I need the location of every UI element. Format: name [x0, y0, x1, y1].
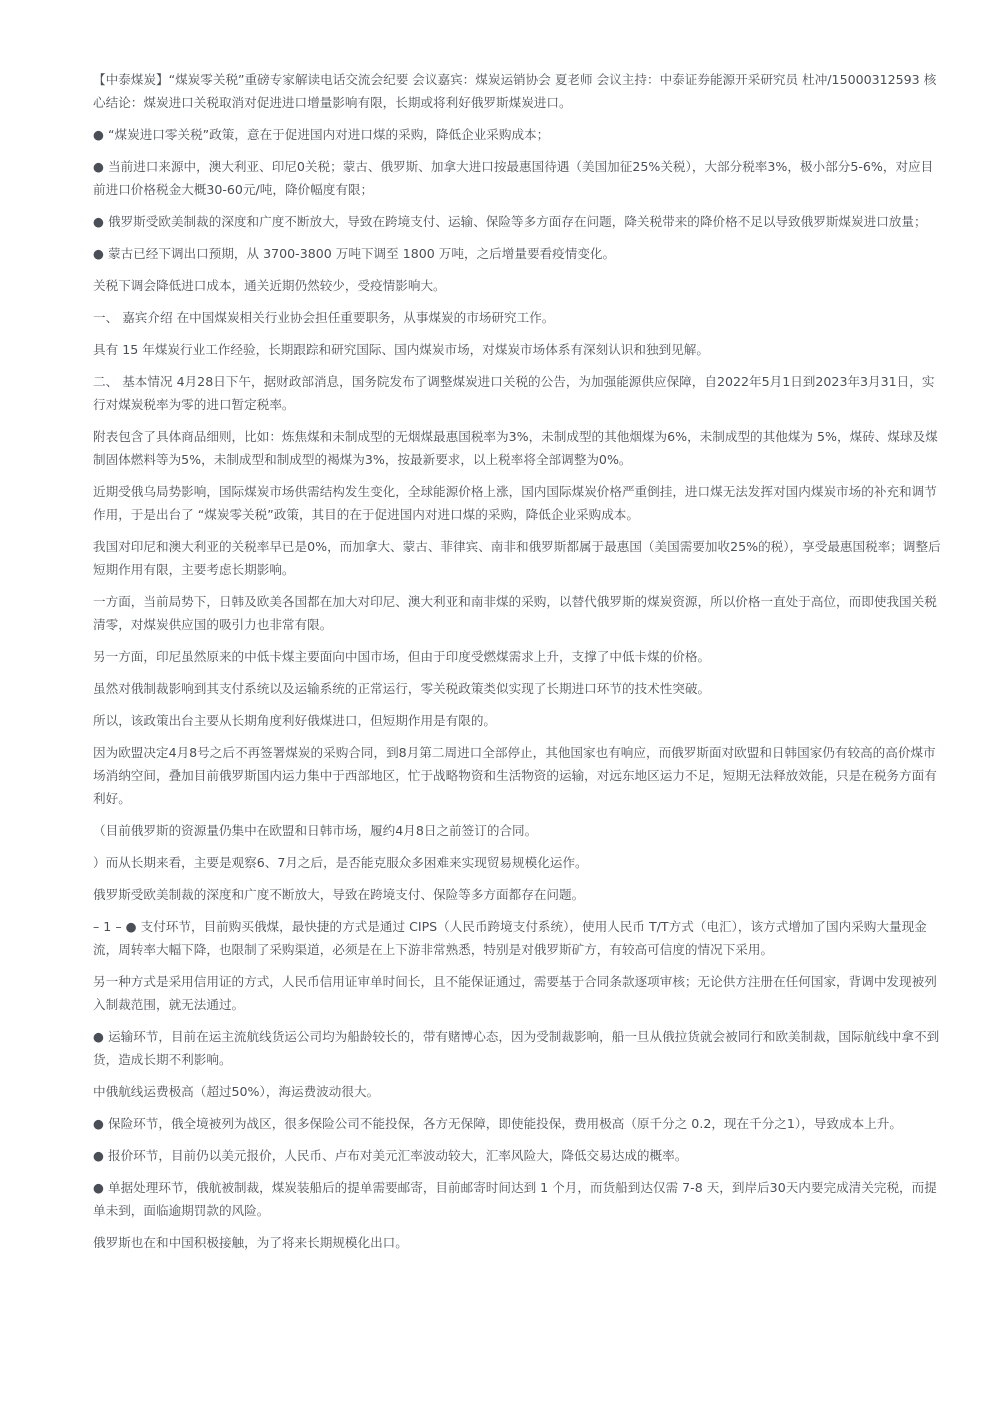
bullet-insurance: ● 保险环节，俄全境被列为战区，很多保险公司不能投保，各方无保障，即使能投保，费用极高（原千分之 0.2，现在千分之1），导致成本上升。: [93, 1116, 902, 1131]
paragraph: 虽然对俄制裁影响到其支付系统以及运输系统的正常运行，零关税政策类似实现了长期进口环节的技术性突破。: [93, 681, 711, 696]
bullet-russia-sanctions: ● 俄罗斯受欧美制裁的深度和广度不断放大，导致在跨境支付、运输、保险等多方面存在问题，降关税带来的降价格不足以导致俄罗斯煤炭进口放量；: [93, 214, 927, 229]
paragraph: 俄罗斯受欧美制裁的深度和广度不断放大，导致在跨境支付、保险等多方面都存在问题。: [93, 887, 585, 902]
paragraph: 近期受俄乌局势影响，国际煤炭市场供需结构发生变化，全球能源价格上涨，国内国际煤炭价格严重倒挂，进口煤无法发挥对国内煤炭市场的补充和调节作用，于是出台了 “煤炭零关税”政策，其目的在于促进国内对进口煤的采购，降低企业采购成本。: [93, 484, 937, 522]
paragraph: 附表包含了具体商品细则，比如：炼焦煤和未制成型的无烟煤最惠国税率为3%，未制成型的其他烟煤为6%，未制成型的其他煤为 5%，煤砖、煤球及煤制固体燃料等为5%，未制成型和制成型的褐煤为3%，按最新要求，以上税率将全部调整为0%。: [93, 429, 938, 467]
paragraph: 我国对印尼和澳大利亚的关税率早已是0%，而加拿大、蒙古、菲律宾、南非和俄罗斯都属于最惠国（美国需要加收25%的税），享受最惠国税率；调整后短期作用有限，主要考虑长期影响。: [93, 539, 941, 577]
paragraph: 所以，该政策出台主要从长期角度利好俄煤进口，但短期作用是有限的。: [93, 713, 496, 728]
paragraph: 具有 15 年煤炭行业工作经验，长期跟踪和研究国际、国内煤炭市场，对煤炭市场体系有深刻认识和独到见解。: [93, 342, 709, 357]
paragraph: ）而从长期来看，主要是观察6、7月之后，是否能克服众多困难来实现贸易规模化运作。: [93, 855, 588, 870]
bullet-mongolia: ● 蒙古已经下调出口预期，从 3700-3800 万吨下调至 1800 万吨，之后增量要看疫情变化。: [93, 246, 616, 261]
bullet-transport: ● 运输环节，目前在运主流航线货运公司均为船龄较长的，带有赌博心态，因为受制裁影响，船一旦从俄拉货就会被同行和欧美制裁，国际航线中拿不到货，造成长期不利影响。: [93, 1029, 940, 1067]
paragraph: 另一种方式是采用信用证的方式，人民币信用证审单时间长，且不能保证通过，需要基于合同条款逐项审核；无论供方注册在任何国家，背调中发现被列入制裁范围，就无法通过。: [93, 974, 937, 1012]
bullet-payment: – 1 – ● 支付环节，目前购买俄煤，最快捷的方式是通过 CIPS（人民币跨境支付系统），使用人民币 T/T方式（电汇），该方式增加了国内采购大量现金流，周转率大幅下降，也限制了采购渠道，必须是在上下游非常熟悉，特别是对俄罗斯矿方，有较高可信度的情况下采用。: [93, 919, 927, 957]
paragraph: 关税下调会降低进口成本，通关近期仍然较少，受疫情影响大。: [93, 278, 446, 293]
bullet-import-sources: ● 当前进口来源中，澳大利亚、印尼0关税；蒙古、俄罗斯、加拿大进口按最惠国待遇（美国加征25%关税），大部分税率3%，极小部分5-6%，对应目前进口价格税金大概30-60元/吨，降价幅度有限；: [93, 159, 934, 197]
paragraph: （目前俄罗斯的资源量仍集中在欧盟和日韩市场，履约4月8日之前签订的合同。: [93, 823, 538, 838]
section-guest-intro: 一、 嘉宾介绍 在中国煤炭相关行业协会担任重要职务，从事煤炭的市场研究工作。: [93, 310, 555, 325]
paragraph: 中俄航线运费极高（超过50%），海运费波动很大。: [93, 1084, 380, 1099]
bullet-quotation: ● 报价环节，目前仍以美元报价，人民币、卢布对美元汇率波动较大，汇率风险大，降低交易达成的概率。: [93, 1148, 688, 1163]
paragraph: 因为欧盟决定4月8号之后不再签署煤炭的采购合同，到8月第二周进口全部停止，其他国家也有响应，而俄罗斯面对欧盟和日韩国家仍有较高的高价煤市场消纳空间，叠加目前俄罗斯国内运力集中于西部地区，忙于战略物资和生活物资的运输，对远东地区运力不足，短期无法释放效能，只是在税务方面有利好。: [93, 745, 937, 806]
bullet-policy-intent: ● “煤炭进口零关税”政策，意在于促进国内对进口煤的采购，降低企业采购成本；: [93, 127, 550, 142]
paragraph: 俄罗斯也在和中国积极接触，为了将来长期规模化出口。: [93, 1235, 408, 1250]
bullet-documents: ● 单据处理环节，俄航被制裁，煤炭装船后的提单需要邮寄，目前邮寄时间达到 1 个月，而货船到达仅需 7-8 天，到岸后30天内要完成清关完税，而提单未到，面临逾期罚款的风险。: [93, 1180, 937, 1218]
document-body: [93, 68, 945, 1263]
paragraph: 另一方面，印尼虽然原来的中低卡煤主要面向中国市场，但由于印度受燃煤需求上升，支撑了中低卡煤的价格。: [93, 649, 711, 664]
section-basic-info: 二、 基本情况 4月28日下午，据财政部消息，国务院发布了调整煤炭进口关税的公告，为加强能源供应保障，自2022年5月1日到2023年3月31日，实行对煤炭税率为零的进口暂定税率。: [93, 374, 935, 412]
header-summary-paragraph: 【中泰煤炭】“煤炭零关税”重磅专家解读电话交流会纪要 会议嘉宾：煤炭运销协会 夏老师 会议主持：中泰证券能源开采研究员 杜冲/15000312593 核心结论：煤炭进口关税取消对促进进口增量影响有限，长期或将利好俄罗斯煤炭进口。: [93, 72, 937, 110]
paragraph: 一方面，当前局势下，日韩及欧美各国都在加大对印尼、澳大利亚和南非煤的采购，以替代俄罗斯的煤炭资源，所以价格一直处于高位，而即使我国关税清零，对煤炭供应国的吸引力也非常有限。: [93, 594, 937, 632]
